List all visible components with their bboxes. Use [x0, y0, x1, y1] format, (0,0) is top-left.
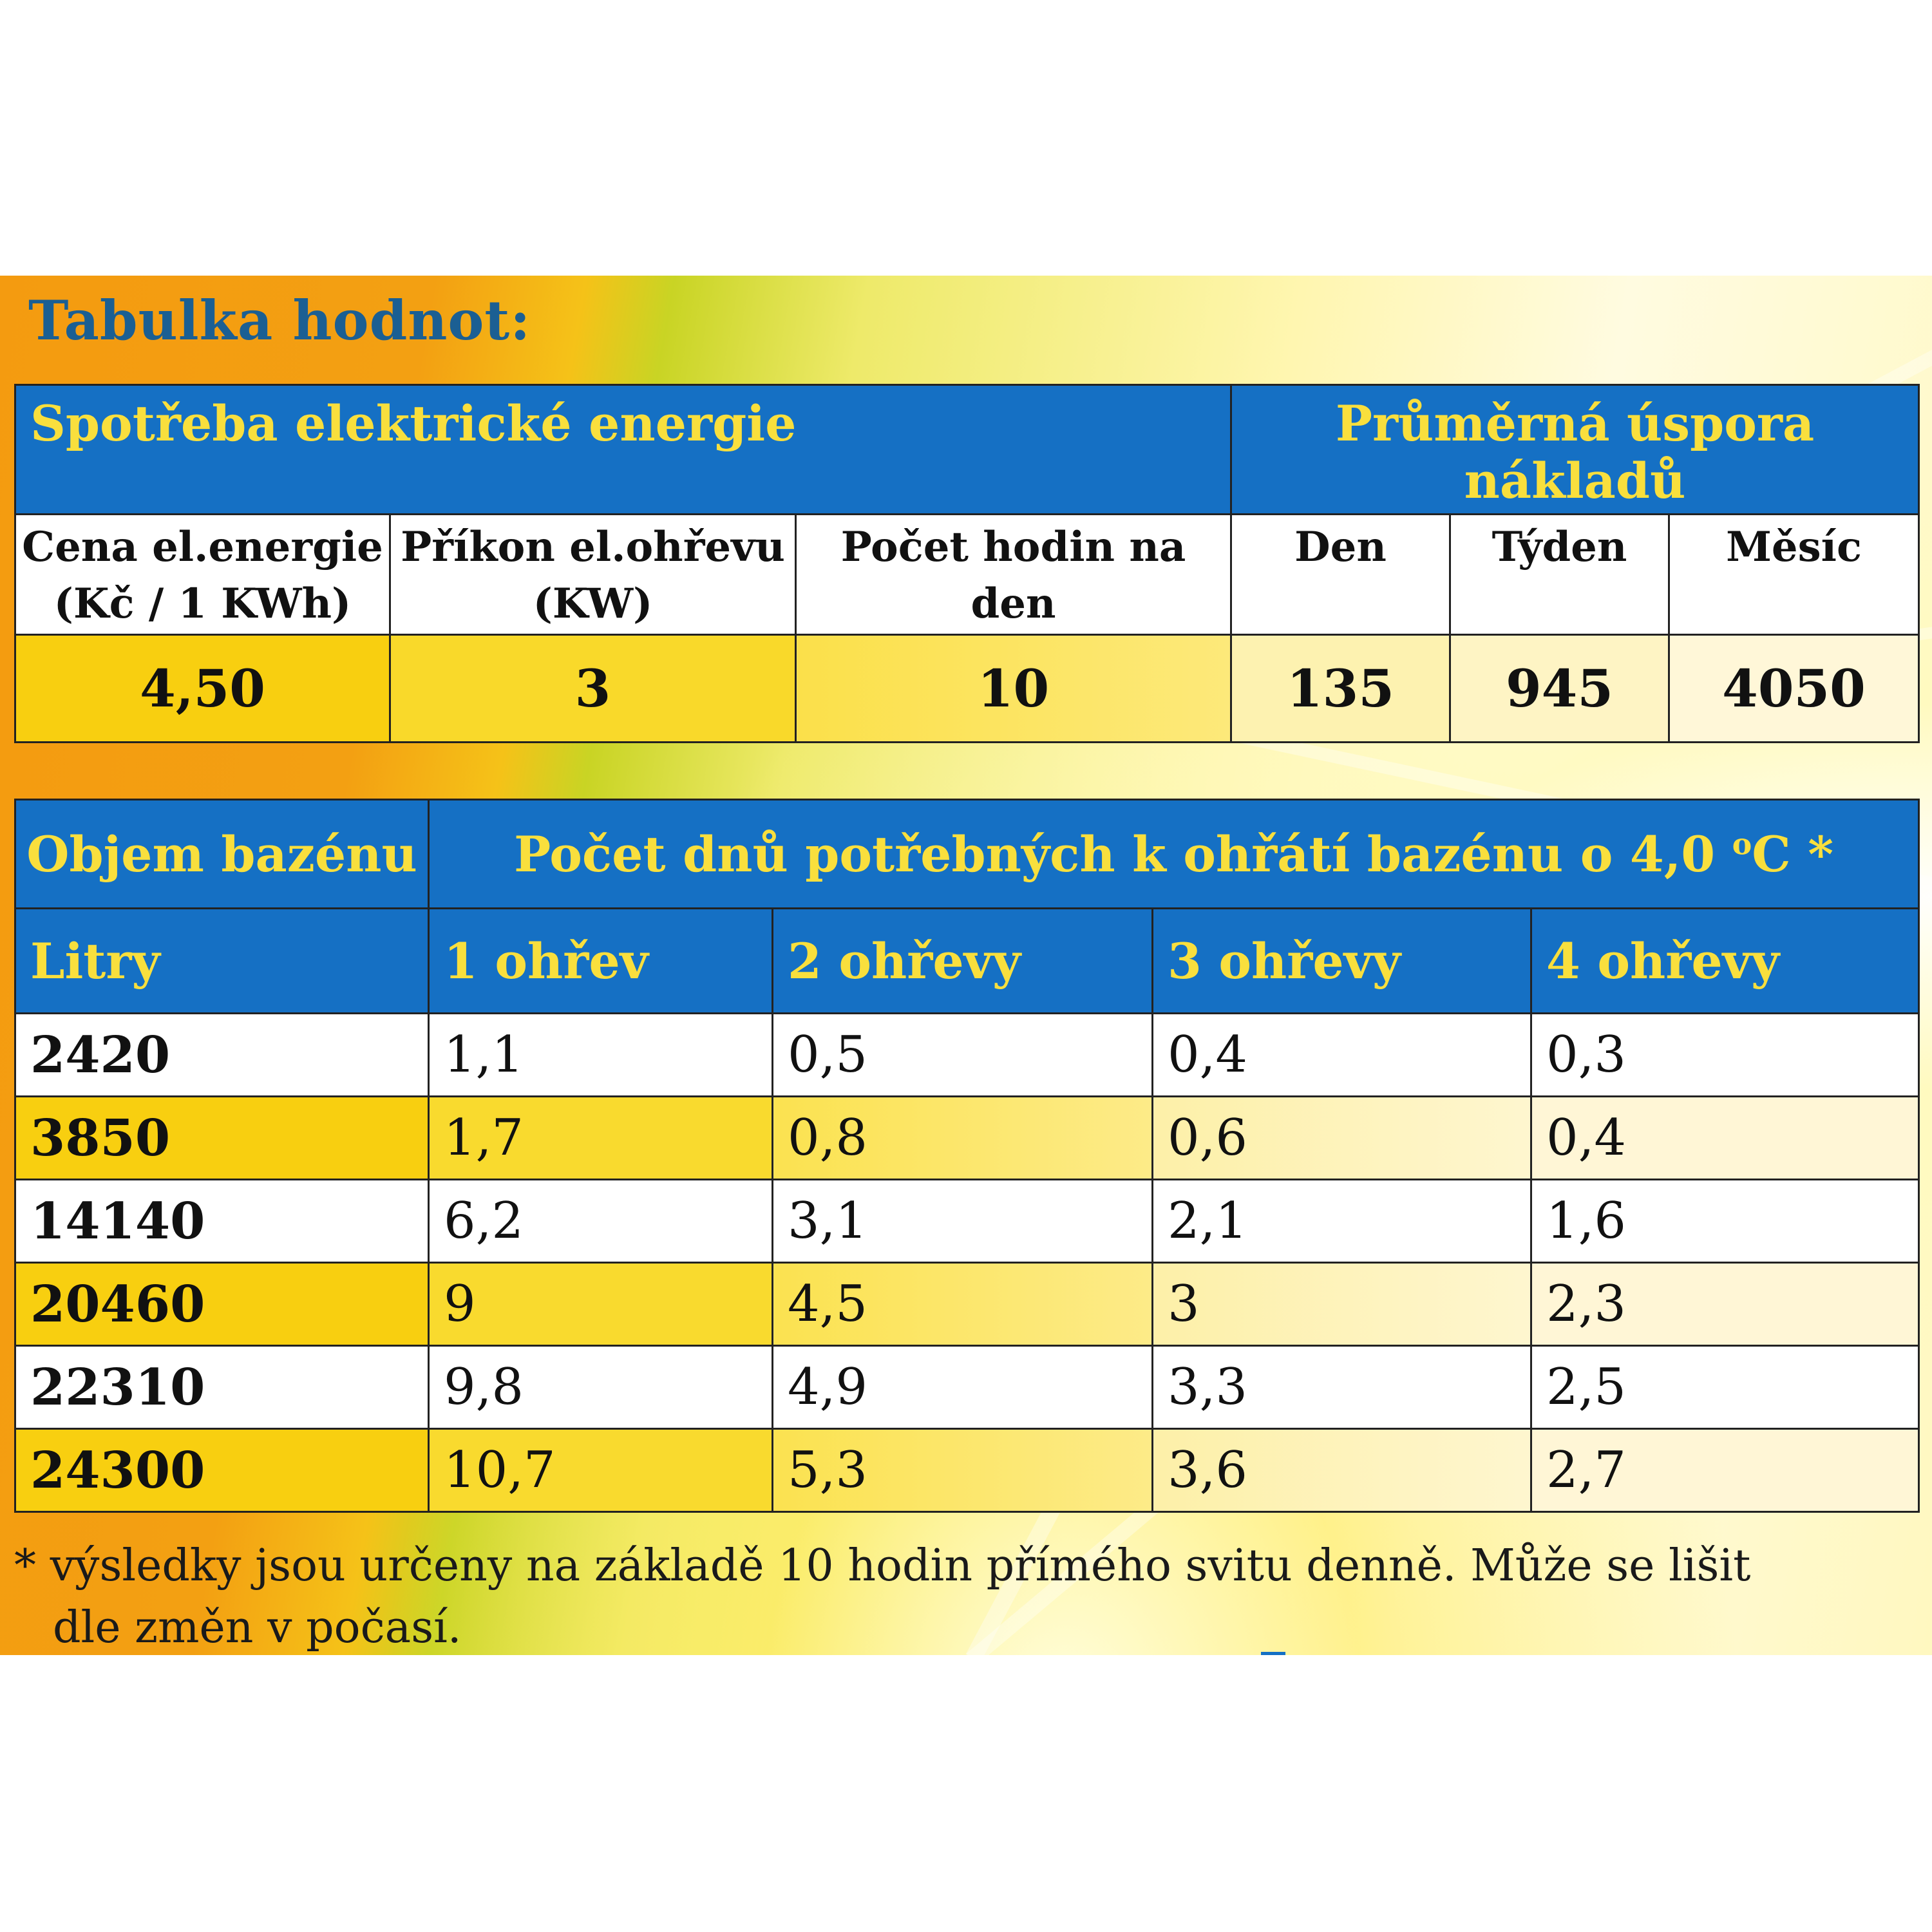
- days-cell: 1,7: [429, 1097, 773, 1180]
- days-cell: 0,4: [1531, 1097, 1919, 1180]
- energy-consumption-header: Spotřeba elektrické energie: [15, 385, 1231, 515]
- days-cell: 9,8: [429, 1346, 773, 1429]
- days-cell: 3,1: [773, 1180, 1153, 1263]
- days-cell: 0,6: [1153, 1097, 1531, 1180]
- table-row: [15, 1097, 1919, 1180]
- days-cell: 0,3: [1531, 1014, 1919, 1097]
- value-price: 4,50: [15, 635, 390, 743]
- footnote: [14, 1535, 1766, 1655]
- liters-cell: 2420: [15, 1014, 429, 1097]
- column-header-hours: Počet hodin na den: [796, 515, 1231, 635]
- column-header-power: Příkon el.ohřevu (KW): [390, 515, 796, 635]
- heating-days-table: [14, 799, 1920, 1513]
- days-cell: 3: [1153, 1263, 1531, 1346]
- days-cell: 3,6: [1153, 1429, 1531, 1512]
- subheader-liters: Litry: [15, 909, 429, 1014]
- days-cell: 1,1: [429, 1014, 773, 1097]
- table-row: [15, 1346, 1919, 1429]
- days-cell: 2,7: [1531, 1429, 1919, 1512]
- days-cell: 2,1: [1153, 1180, 1531, 1263]
- subheader-4-heaters: 4 ohřevy: [1531, 909, 1919, 1014]
- column-header-week: Týden: [1450, 515, 1669, 635]
- table-row: [15, 1263, 1919, 1346]
- days-cell: 3,3: [1153, 1346, 1531, 1429]
- column-header-price: Cena el.energie (Kč / 1 KWh): [15, 515, 390, 635]
- footnote-line-1: * výsledky jsou určeny na základě 10 hodin přímého svitu denně. Může se lišit: [14, 1540, 1751, 1591]
- table-row: [15, 1180, 1919, 1263]
- days-cell: 0,4: [1153, 1014, 1531, 1097]
- liters-cell: 24300: [15, 1429, 429, 1512]
- liters-cell: 22310: [15, 1346, 429, 1429]
- subheader-2-heaters: 2 ohřevy: [773, 909, 1153, 1014]
- days-cell: 10,7: [429, 1429, 773, 1512]
- days-cell: 9: [429, 1263, 773, 1346]
- liters-cell: 14140: [15, 1180, 429, 1263]
- decorative-dash: [1261, 1652, 1285, 1655]
- days-cell: 5,3: [773, 1429, 1153, 1512]
- sun-background-panel: [0, 276, 1932, 1655]
- energy-cost-table: [14, 384, 1920, 743]
- value-day: 135: [1231, 635, 1450, 743]
- days-cell: 2,3: [1531, 1263, 1919, 1346]
- subheader-1-heater: 1 ohřev: [429, 909, 773, 1014]
- heating-days-header: Počet dnů potřebných k ohřátí bazénu o 4,0 $^o$C *: [429, 800, 1919, 909]
- value-hours: 10: [796, 635, 1231, 743]
- average-savings-header: Průměrná úspora nákladů: [1231, 385, 1919, 515]
- days-cell: 0,8: [773, 1097, 1153, 1180]
- days-cell: 0,5: [773, 1014, 1153, 1097]
- days-cell: 2,5: [1531, 1346, 1919, 1429]
- days-cell: 6,2: [429, 1180, 773, 1263]
- pool-volume-header: Objem bazénu: [15, 800, 429, 909]
- column-header-month: Měsíc: [1669, 515, 1919, 635]
- days-cell: 1,6: [1531, 1180, 1919, 1263]
- days-cell: 4,5: [773, 1263, 1153, 1346]
- column-header-day: Den: [1231, 515, 1450, 635]
- value-month: 4050: [1669, 635, 1919, 743]
- page-title: Tabulka hodnot:: [28, 289, 531, 352]
- table-row: [15, 1429, 1919, 1512]
- value-power: 3: [390, 635, 796, 743]
- days-cell: 4,9: [773, 1346, 1153, 1429]
- subheader-3-heaters: 3 ohřevy: [1153, 909, 1531, 1014]
- liters-cell: 3850: [15, 1097, 429, 1180]
- liters-cell: 20460: [15, 1263, 429, 1346]
- footnote-line-2: dle změn v počasí.: [53, 1602, 462, 1653]
- value-week: 945: [1450, 635, 1669, 743]
- table-row: [15, 1014, 1919, 1097]
